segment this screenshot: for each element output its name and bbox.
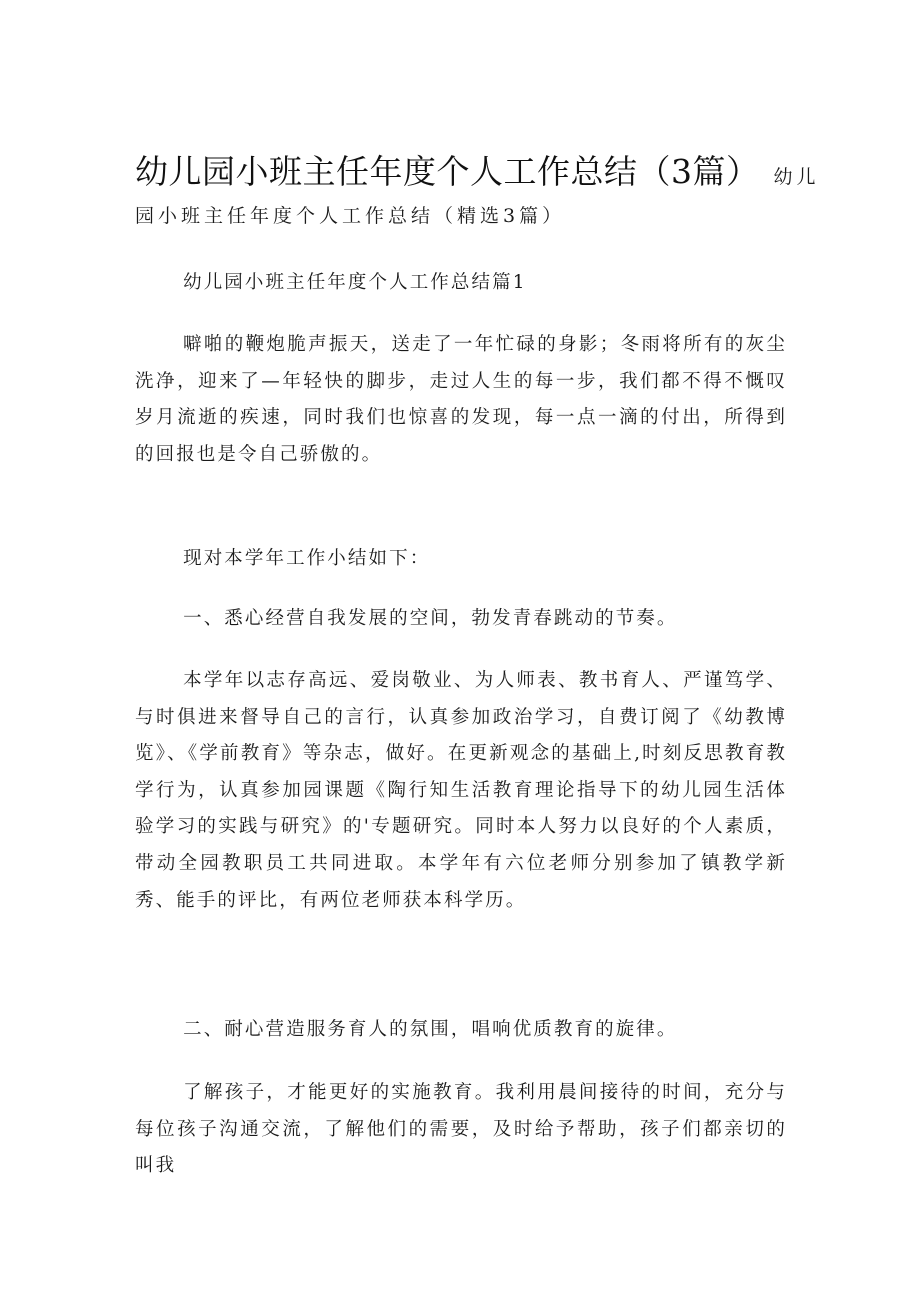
paragraph-1: 噼啪的鞭炮脆声振天，送走了一年忙碌的身影；冬雨将所有的灰尘洗净，迎来了—年轻快的脚步，走过人生的每一步，我们都不得不慨叹岁月流逝的疾速，同时我们也惊喜的发现，每一点一滴的付出，所得到的回报也是令自己骄傲的。 (135, 334, 787, 465)
paragraph-6: 了解孩子，才能更好的实施教育。我利用晨间接待的时间，充分与每位孩子沟通交流，了解他们的需要，及时给予帮助，孩子们都亲切的叫我 (135, 1082, 787, 1177)
paragraph-3-heading: 一、悉心经营自我发展的空间，勃发青春跳动的节奏。 (183, 608, 678, 629)
title-line-1 (135, 148, 820, 196)
section-heading: 幼儿园小班主任年度个人工作总结篇1 (183, 272, 527, 293)
title-tail-text: 幼儿 (773, 166, 820, 188)
title-line-2: 园小班主任年度个人工作总结（精选3篇） (135, 205, 566, 227)
paragraph-5-heading: 二、耐心营造服务育人的氛围，唱响优质教育的旋律。 (183, 1019, 678, 1040)
title-main-text: 幼儿园小班主任年度个人工作总结（3篇） (135, 152, 760, 191)
document-title (135, 148, 820, 236)
paragraph-4: 本学年以志存高远、爱岗敬业、为人师表、教书育人、严谨笃学、与时俱进来督导自己的言行，认真参加政治学习，自费订阅了《幼教博览》、《学前教育》等杂志，做好。在更新观念的基础上,时刻反思教育教学行为，认真参加园课题《陶行知生活教育理论指导下的幼儿园生活体验学习的实践与研究》的'专题研究。同时本人努力以良好的个人素质，带动全园教职员工共同进取。本学年有六位老师分别参加了镇教学新秀、能手的评比，有两位老师获本科学历。 (135, 670, 787, 911)
paragraph-2: 现对本学年工作小结如下： (183, 548, 431, 569)
